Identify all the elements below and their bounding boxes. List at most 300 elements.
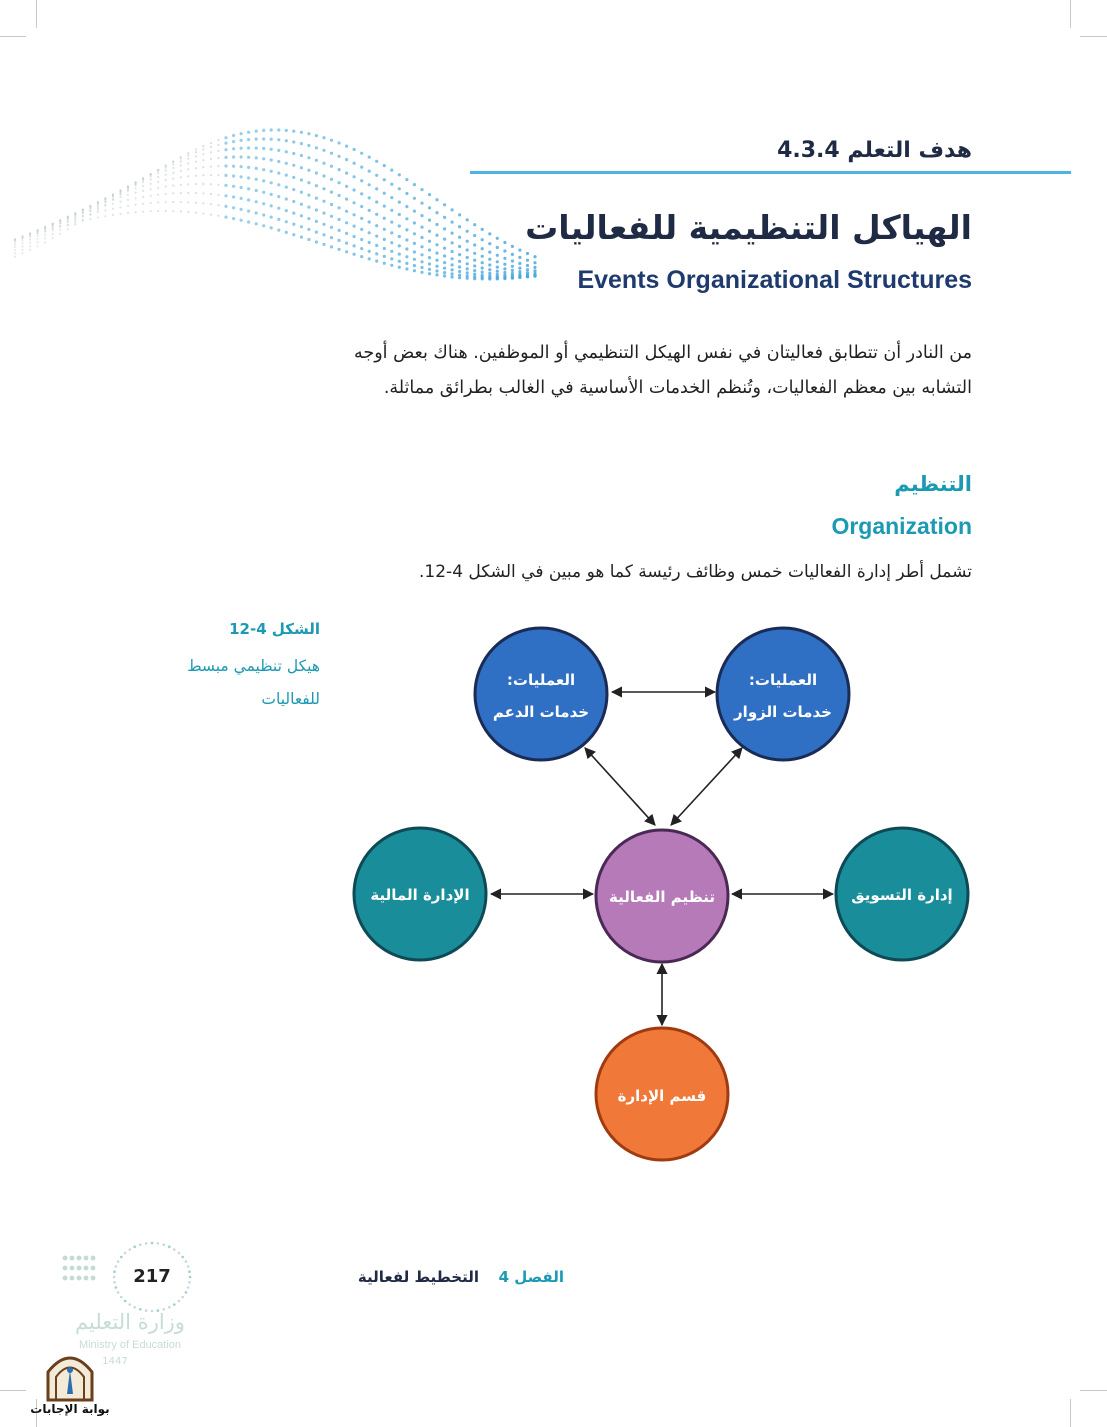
decorative-dot	[180, 164, 182, 166]
decorative-dot	[150, 195, 152, 197]
decorative-dot	[262, 224, 265, 227]
footer-chapter: الفصل 4	[498, 1268, 564, 1286]
logo-dot	[91, 1256, 96, 1261]
decorative-dot	[420, 253, 423, 256]
decorative-dot	[127, 194, 129, 196]
decorative-dot	[180, 184, 182, 186]
decorative-dot	[307, 169, 310, 172]
ministry-year: 1447	[102, 1356, 128, 1367]
decorative-dot	[255, 138, 258, 141]
decorative-dot	[428, 248, 431, 251]
decorative-dot	[232, 217, 235, 220]
decorative-dot	[451, 257, 454, 260]
decorative-dot	[383, 192, 386, 195]
decorative-dot	[518, 262, 521, 265]
decorative-dot	[104, 215, 106, 217]
decorative-dot	[255, 178, 258, 181]
section-heading-arabic: التنظيم	[894, 472, 972, 496]
decorative-dot	[420, 202, 423, 205]
decorative-dot	[338, 141, 341, 144]
logo-dot	[77, 1266, 82, 1271]
page-number: 217	[133, 1266, 171, 1287]
decorative-dot	[338, 194, 341, 197]
decorative-dot	[59, 222, 61, 224]
decorative-dot	[210, 142, 212, 144]
decorative-dot	[262, 213, 265, 216]
decorative-dot	[398, 201, 401, 204]
decorative-dot	[292, 188, 295, 191]
logo-dot	[120, 1256, 123, 1259]
decorative-dot	[330, 203, 333, 206]
decorative-dot	[240, 175, 243, 178]
decorative-dot	[262, 137, 265, 140]
logo-dot	[185, 1260, 188, 1263]
decorative-dot	[405, 247, 408, 250]
decorative-dot	[338, 181, 341, 184]
decorative-dot	[383, 164, 386, 167]
decorative-dot	[307, 132, 310, 135]
node-support-ops	[475, 628, 607, 760]
decorative-dot	[202, 153, 204, 155]
decorative-dot	[338, 155, 341, 158]
decorative-dot	[353, 253, 356, 256]
decorative-dot	[195, 167, 197, 169]
logo-dot	[113, 1270, 116, 1273]
decorative-dot	[14, 252, 16, 254]
decorative-dot	[247, 210, 250, 213]
decorative-dot	[180, 157, 182, 159]
header-rule	[470, 171, 1071, 174]
decorative-dot	[292, 152, 295, 155]
decorative-dot	[135, 211, 137, 213]
decorative-dot	[368, 257, 371, 260]
decorative-dot	[187, 158, 189, 160]
decorative-dot	[224, 205, 227, 208]
decorative-dot	[353, 162, 356, 165]
logo-dot	[70, 1256, 75, 1261]
decorative-dot	[511, 259, 514, 262]
connector-visitor-org	[671, 748, 742, 825]
decorative-dot	[157, 181, 159, 183]
intro-paragraph: من النادر أن تتطابق فعاليتان في نفس الهيكل التنظيمي أو الموظفين. هناك بعض أوجه التشابه بين معظم الفعاليات، وتُنظم الخدمات الأساسية في الغالب بطرائق مماثلة.	[354, 343, 972, 398]
decorative-dot	[435, 259, 438, 262]
decorative-dot	[112, 203, 114, 205]
decorative-dot	[37, 230, 39, 232]
logo-dot	[70, 1266, 75, 1271]
decorative-dot	[187, 162, 189, 164]
decorative-dot	[466, 262, 469, 265]
decorative-dot	[224, 164, 227, 167]
decorative-dot	[97, 204, 99, 206]
decorative-dot	[285, 186, 288, 189]
decorative-dot	[262, 147, 265, 150]
decorative-dot	[150, 183, 152, 185]
logo-dot	[115, 1265, 118, 1268]
decorative-dot	[307, 181, 310, 184]
decorative-dot	[353, 188, 356, 191]
decorative-dot	[119, 196, 121, 198]
decorative-dot	[52, 229, 54, 231]
decorative-dot	[74, 224, 76, 226]
decorative-dot	[383, 247, 386, 250]
logo-dot	[77, 1276, 82, 1281]
decorative-dot	[195, 175, 197, 177]
logo-dot	[133, 1306, 136, 1309]
decorative-dot	[97, 216, 99, 218]
decorative-dot	[180, 192, 182, 194]
decorative-dot	[180, 170, 182, 172]
decorative-dot	[172, 161, 174, 163]
logo-dot	[113, 1276, 116, 1279]
decorative-dot	[232, 206, 235, 209]
decorative-dot	[277, 149, 280, 152]
decorative-dot	[104, 209, 106, 211]
decorative-dot	[135, 204, 137, 206]
decorative-dot	[270, 158, 273, 161]
decorative-dot	[29, 234, 31, 236]
decorative-dot	[210, 165, 212, 167]
logo-dot	[168, 1306, 171, 1309]
page-title-arabic: الهياكل التنظيمية للفعاليات	[525, 208, 972, 247]
decorative-dot	[52, 233, 54, 235]
decorative-dot	[255, 189, 258, 192]
decorative-dot	[224, 148, 227, 151]
crop-mark	[0, 36, 26, 37]
decorative-dot	[240, 219, 243, 222]
decorative-dot	[322, 162, 325, 165]
decorative-dot	[74, 220, 76, 222]
decorative-dot	[172, 192, 174, 194]
decorative-dot	[240, 132, 243, 135]
ministry-name-arabic: وزارة التعليم	[75, 1310, 185, 1334]
decorative-dot	[82, 210, 84, 212]
decorative-dot	[270, 170, 273, 173]
decorative-dot	[97, 207, 99, 209]
decorative-dot	[67, 220, 69, 222]
decorative-dot	[150, 188, 152, 190]
decorative-dot	[375, 187, 378, 190]
decorative-dot	[217, 184, 219, 186]
decorative-dot	[165, 186, 167, 188]
decorative-dot	[345, 250, 348, 253]
decorative-dot	[353, 148, 356, 151]
decorative-dot	[292, 130, 295, 133]
decorative-dot	[217, 194, 219, 196]
decorative-dot	[187, 211, 189, 213]
decorative-dot	[360, 152, 363, 155]
decorative-dot	[187, 192, 189, 194]
decorative-dot	[21, 239, 23, 241]
decorative-dot	[224, 174, 227, 177]
decorative-dot	[217, 139, 219, 141]
decorative-dot	[37, 232, 39, 234]
logo-dot	[128, 1248, 131, 1251]
decorative-dot	[247, 131, 250, 134]
decorative-dot	[210, 174, 212, 176]
decorative-dot	[44, 237, 46, 239]
logo-dot	[188, 1270, 191, 1273]
decorative-dot	[277, 195, 280, 198]
decorative-dot	[59, 229, 61, 231]
decorative-dot	[503, 249, 506, 252]
decorative-dot	[307, 194, 310, 197]
decorative-dot	[165, 174, 167, 176]
decorative-dot	[217, 165, 219, 167]
crop-mark	[1080, 1390, 1107, 1391]
decorative-dot	[67, 217, 69, 219]
site-logo-icon	[40, 1350, 100, 1402]
decorative-dot	[127, 190, 129, 192]
decorative-dot	[135, 184, 137, 186]
decorative-dot	[29, 242, 31, 244]
logo-dot	[185, 1291, 188, 1294]
site-label: بوابة الإجابات	[30, 1402, 110, 1416]
decorative-dot	[360, 255, 363, 258]
decorative-dot	[503, 257, 506, 260]
decorative-dot	[44, 230, 46, 232]
decorative-dot	[383, 262, 386, 265]
decorative-dot	[59, 225, 61, 227]
decorative-dot	[443, 261, 446, 264]
decorative-dot	[112, 214, 114, 216]
decorative-dot	[224, 156, 227, 159]
decorative-dot	[150, 178, 152, 180]
figure-caption: هيكل تنظيمي مبسط للفعاليات	[187, 657, 320, 708]
decorative-dot	[345, 172, 348, 175]
decorative-dot	[187, 201, 189, 203]
decorative-dot	[300, 166, 303, 169]
decorative-dot	[285, 197, 288, 200]
decorative-dot	[330, 152, 333, 155]
decorative-dot	[232, 155, 235, 158]
org-structure-diagram	[340, 615, 990, 1175]
decorative-dot	[398, 173, 401, 176]
decorative-dot	[210, 203, 212, 205]
decorative-dot	[210, 193, 212, 195]
decorative-dot	[435, 198, 438, 201]
decorative-dot	[481, 247, 484, 250]
decorative-dot	[285, 150, 288, 153]
decorative-dot	[405, 178, 408, 181]
decorative-dot	[202, 148, 204, 150]
decorative-dot	[398, 260, 401, 263]
decorative-dot	[240, 186, 243, 189]
decorative-dot	[247, 166, 250, 169]
decorative-dot	[142, 196, 144, 198]
decorative-dot	[255, 130, 258, 133]
decorative-dot	[37, 238, 39, 240]
decorative-dot	[255, 200, 258, 203]
node-marketing-label: إدارة التسويق	[851, 886, 953, 904]
decorative-dot	[217, 144, 219, 146]
decorative-dot	[224, 184, 227, 187]
node-finance-label: الإدارة المالية	[370, 886, 470, 904]
decorative-dot	[458, 260, 461, 263]
logo-dot	[178, 1300, 181, 1303]
decorative-dot	[59, 220, 61, 222]
decorative-dot	[240, 147, 243, 150]
decorative-dot	[451, 250, 454, 253]
decorative-dot	[322, 149, 325, 152]
decorative-dot	[435, 252, 438, 255]
logo-dot	[91, 1276, 96, 1281]
logo-dot	[178, 1252, 181, 1255]
decorative-dot	[37, 241, 39, 243]
decorative-dot	[300, 203, 303, 206]
decorative-dot	[428, 193, 431, 196]
logo-dot	[84, 1276, 89, 1281]
decorative-dot	[360, 166, 363, 169]
decorative-dot	[390, 169, 393, 172]
node-finance	[354, 828, 486, 960]
decorative-dot	[232, 147, 235, 150]
decorative-dot	[526, 259, 529, 262]
decorative-dot	[360, 192, 363, 195]
decorative-dot	[315, 197, 318, 200]
decorative-dot	[14, 249, 16, 251]
decorative-dot	[150, 175, 152, 177]
logo-dot	[77, 1256, 82, 1261]
decorative-dot	[360, 247, 363, 250]
decorative-dot	[14, 246, 16, 248]
decorative-dot	[255, 156, 258, 159]
decorative-dot	[172, 167, 174, 169]
decorative-dot	[52, 228, 54, 230]
decorative-dot	[21, 237, 23, 239]
page-title-english: Events Organizational Structures	[577, 266, 972, 294]
decorative-dot	[52, 225, 54, 227]
decorative-dot	[89, 213, 91, 215]
decorative-dot	[52, 237, 54, 239]
decorative-dot	[300, 131, 303, 134]
decorative-dot	[195, 161, 197, 163]
logo-dot	[63, 1256, 68, 1261]
decorative-dot	[195, 183, 197, 185]
decorative-dot	[240, 165, 243, 168]
decorative-dot	[232, 140, 235, 143]
decorative-dot	[195, 155, 197, 157]
logo-dot	[124, 1252, 127, 1255]
node-event-org-label: تنظيم الفعالية	[609, 888, 715, 906]
logo-dot	[187, 1265, 190, 1268]
decorative-dot	[180, 160, 182, 162]
decorative-dot	[127, 205, 129, 207]
decorative-dot	[142, 185, 144, 187]
decorative-dot	[285, 129, 288, 132]
decorative-dot	[345, 198, 348, 201]
decorative-dot	[150, 202, 152, 204]
decorative-dot	[255, 222, 258, 225]
decorative-dot	[360, 179, 363, 182]
logo-dot	[117, 1260, 120, 1263]
decorative-dot	[59, 233, 61, 235]
decorative-dot	[466, 256, 469, 259]
decorative-dot	[29, 245, 31, 247]
decorative-dot	[345, 145, 348, 148]
decorative-dot	[172, 210, 174, 212]
decorative-dot	[270, 181, 273, 184]
decorative-dot	[240, 139, 243, 142]
node-support-ops-line2: خدمات الدعم	[492, 703, 590, 721]
node-visitor-ops	[717, 628, 849, 760]
decorative-dot	[202, 145, 204, 147]
decorative-dot	[292, 140, 295, 143]
decorative-dot	[21, 252, 23, 254]
decorative-dot	[232, 185, 235, 188]
decorative-dot	[481, 261, 484, 264]
decorative-dot	[533, 261, 536, 264]
logo-dot	[128, 1303, 131, 1306]
logo-dot	[124, 1300, 127, 1303]
decorative-dot	[322, 174, 325, 177]
decorative-dot	[142, 203, 144, 205]
decorative-dot	[255, 211, 258, 214]
decorative-dot	[240, 208, 243, 211]
decorative-dot	[142, 211, 144, 213]
decorative-dot	[180, 176, 182, 178]
decorative-dot	[443, 254, 446, 257]
decorative-dot	[172, 163, 174, 165]
decorative-dot	[285, 139, 288, 142]
decorative-dot	[224, 136, 227, 139]
decorative-dot	[14, 243, 16, 245]
decorative-dot	[511, 253, 514, 256]
decorative-dot	[322, 136, 325, 139]
decorative-dot	[232, 174, 235, 177]
decorative-dot	[368, 196, 371, 199]
decorative-dot	[187, 154, 189, 156]
decorative-dot	[240, 155, 243, 158]
decorative-dot	[375, 174, 378, 177]
decorative-dot	[405, 255, 408, 258]
decorative-dot	[458, 253, 461, 256]
decorative-dot	[330, 139, 333, 142]
ministry-name-english: Ministry of Education	[78, 1339, 182, 1351]
decorative-dot	[82, 215, 84, 217]
decorative-dot	[187, 175, 189, 177]
decorative-dot	[202, 192, 204, 194]
decorative-dot	[330, 165, 333, 168]
decorative-dot	[195, 202, 197, 204]
decorative-dot	[247, 146, 250, 149]
decorative-dot	[202, 166, 204, 168]
decorative-dot	[74, 213, 76, 215]
logo-dot	[117, 1291, 120, 1294]
decorative-dot	[488, 251, 491, 254]
decorative-dot	[277, 128, 280, 131]
decorative-dot	[67, 223, 69, 225]
decorative-dot	[210, 158, 212, 160]
decorative-dot	[247, 187, 250, 190]
decorative-dot	[89, 218, 91, 220]
decorative-dot	[398, 253, 401, 256]
decorative-dot	[217, 174, 219, 176]
decorative-dot	[67, 228, 69, 230]
decorative-dot	[44, 234, 46, 236]
decorative-dot	[270, 193, 273, 196]
logo-dot	[145, 1242, 148, 1245]
decorative-dot	[224, 194, 227, 197]
decorative-dot	[14, 256, 16, 258]
decorative-dot	[232, 195, 235, 198]
decorative-dot	[29, 238, 31, 240]
decorative-dot	[443, 203, 446, 206]
logo-dot	[113, 1281, 116, 1284]
decorative-dot	[262, 129, 265, 132]
logo-dot	[139, 1243, 142, 1246]
decorative-dot	[172, 172, 174, 174]
decorative-dot	[277, 160, 280, 163]
